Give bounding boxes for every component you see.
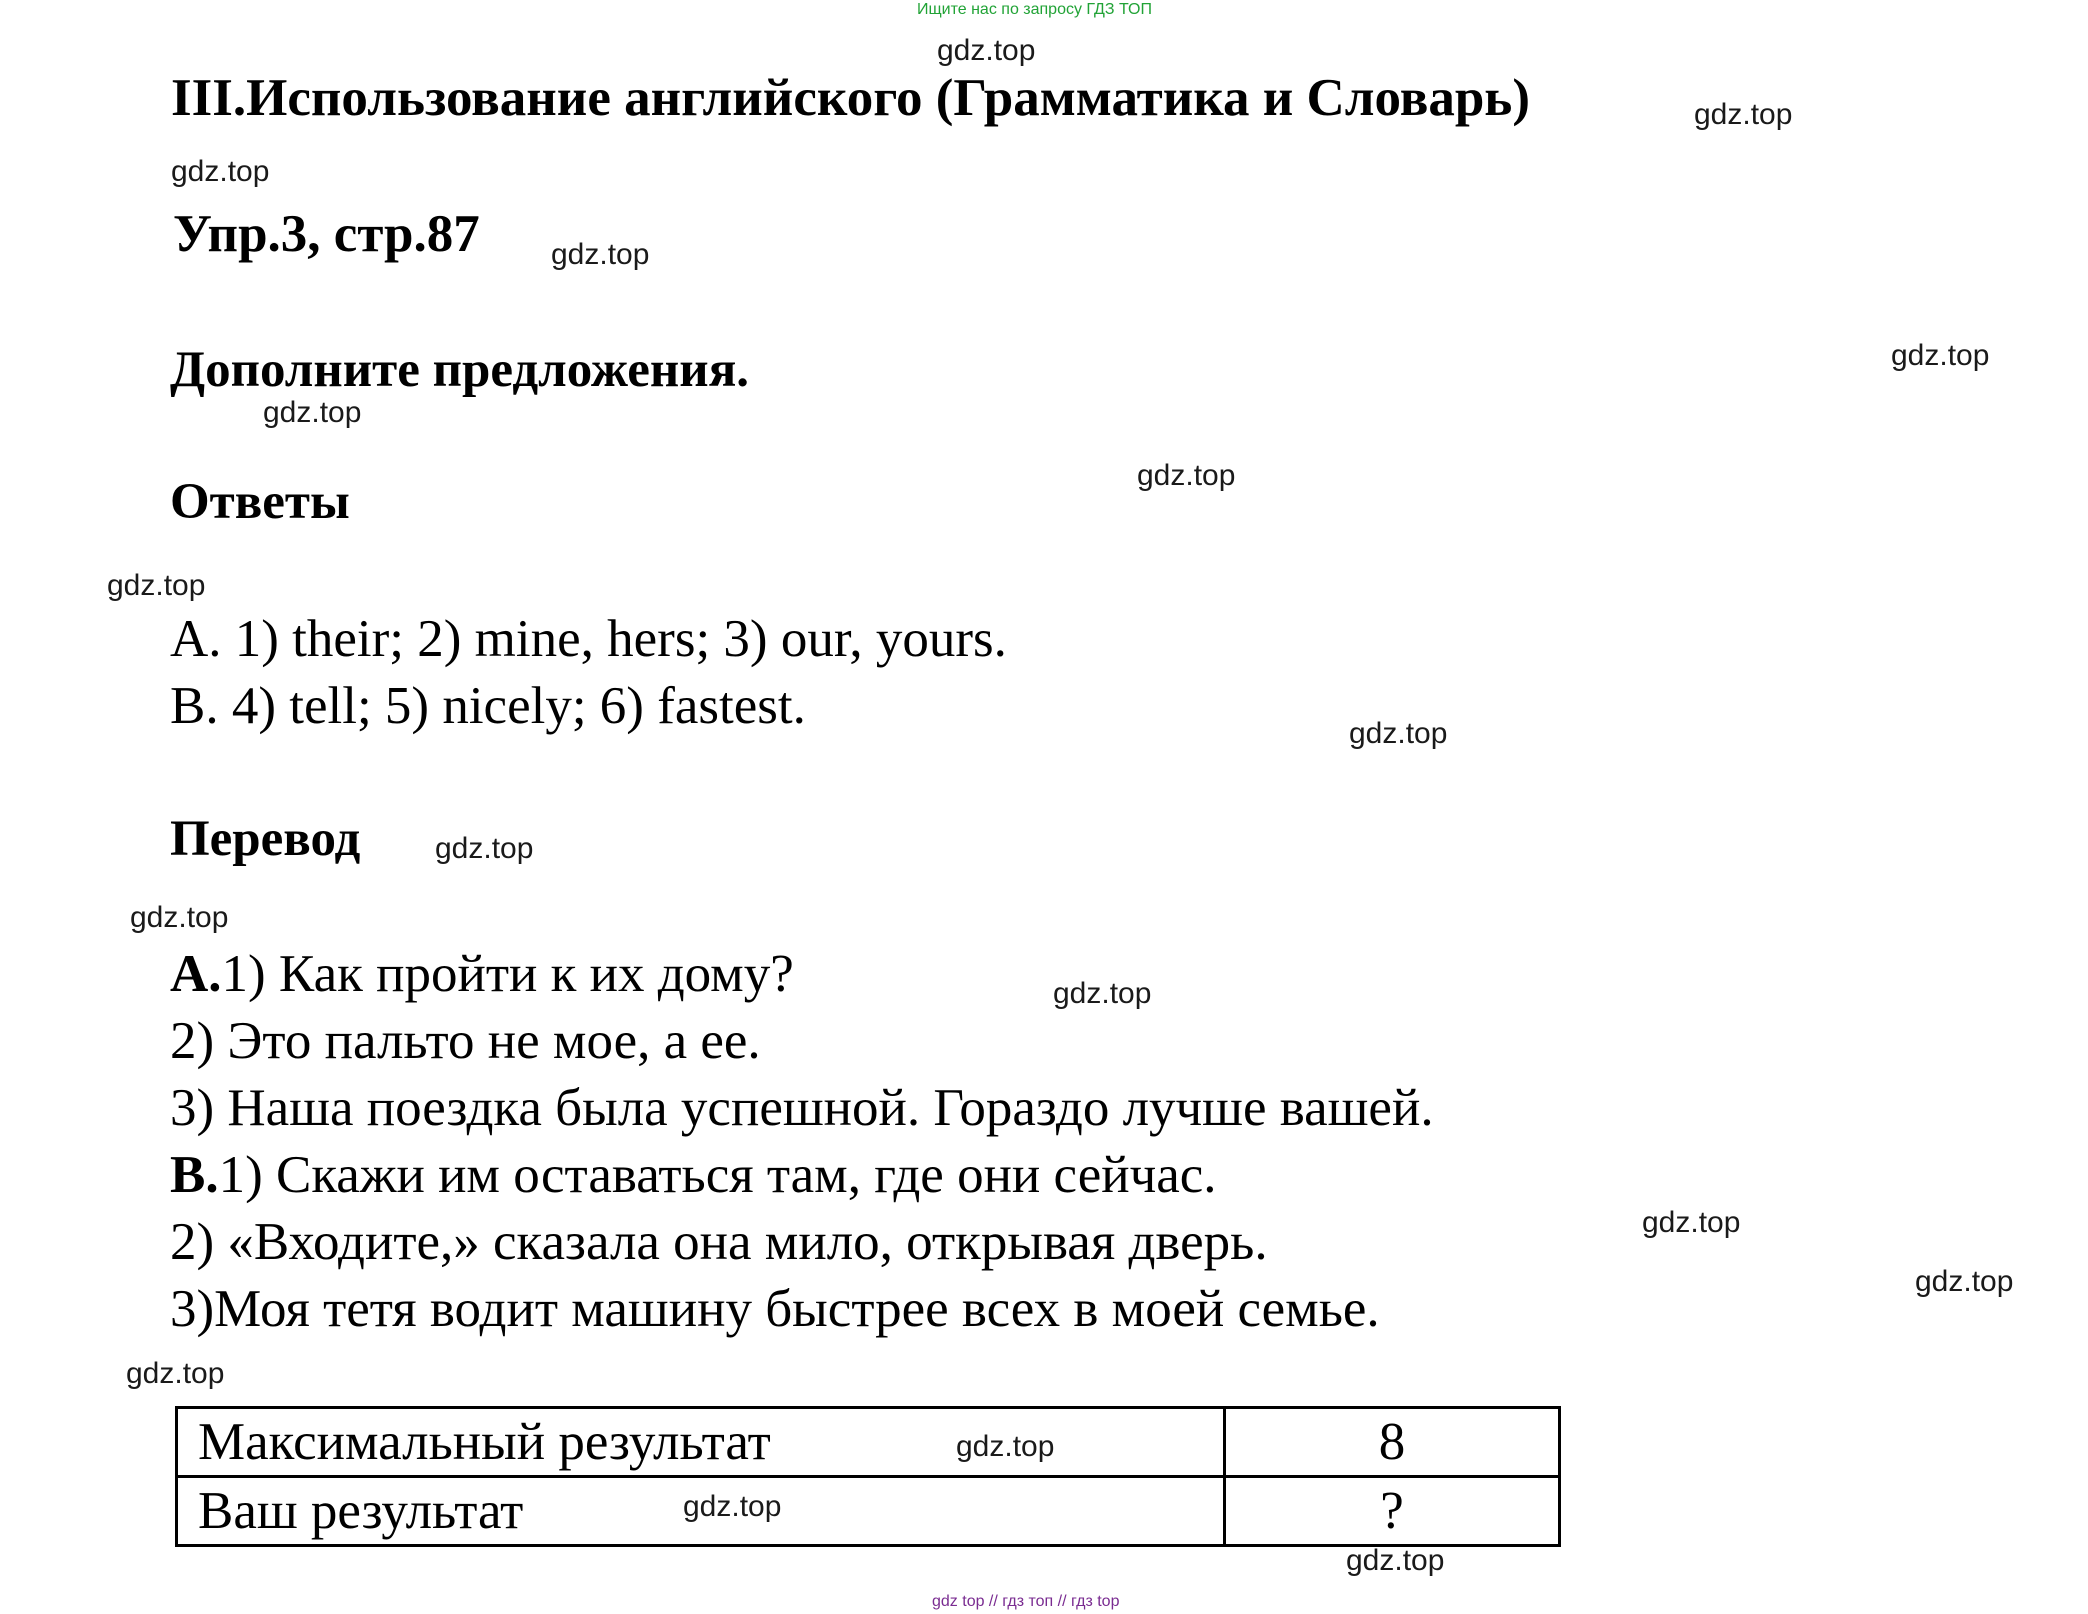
translation-b-label: В. xyxy=(170,1146,219,1204)
answer-line-a: A. 1) their; 2) mine, hers; 3) our, yours. xyxy=(170,610,1007,668)
max-score-value: 8 xyxy=(1225,1408,1560,1477)
table-row xyxy=(177,1408,1560,1477)
table-row xyxy=(177,1477,1560,1546)
top-notice: Ищите нас по запросу ГДЗ ТОП xyxy=(917,1,1152,18)
watermark: gdz.top xyxy=(126,1357,225,1390)
translation-a3: 3) Наша поездка была успешной. Гораздо лучше вашей. xyxy=(170,1079,1434,1137)
translation-b2: 2) «Входите,» сказала она мило, открывая дверь. xyxy=(170,1213,1268,1271)
watermark: gdz.top xyxy=(1694,98,1793,131)
translation-a-label: А. xyxy=(170,945,222,1003)
answers-heading: Ответы xyxy=(170,474,350,530)
watermark: gdz.top xyxy=(683,1490,782,1523)
watermark: gdz.top xyxy=(1349,717,1448,750)
watermark: gdz.top xyxy=(107,569,206,602)
footer: gdz top // гдз топ // гдз top xyxy=(932,1593,1120,1610)
watermark: gdz.top xyxy=(937,34,1036,67)
watermark: gdz.top xyxy=(551,238,650,271)
watermark: gdz.top xyxy=(263,396,362,429)
translation-a1: А.1) Как пройти к их дому? xyxy=(170,945,794,1003)
translation-a2: 2) Это пальто не мое, а ее. xyxy=(170,1012,761,1070)
your-score-label: Ваш результат xyxy=(177,1477,1225,1546)
watermark: gdz.top xyxy=(130,901,229,934)
watermark: gdz.top xyxy=(1053,977,1152,1010)
task-title: Дополните предложения. xyxy=(170,342,750,398)
watermark: gdz.top xyxy=(171,155,270,188)
max-score-label: Максимальный результат xyxy=(177,1408,1225,1477)
translation-heading: Перевод xyxy=(170,811,361,867)
watermark: gdz.top xyxy=(1891,339,1990,372)
watermark: gdz.top xyxy=(956,1430,1055,1463)
exercise-title: Упр.3, стр.87 xyxy=(173,205,480,263)
translation-b3: 3)Моя тетя водит машину быстрее всех в моей семье. xyxy=(170,1280,1380,1338)
your-score-value: ? xyxy=(1225,1477,1560,1546)
translation-b1: В.1) Скажи им оставаться там, где они сейчас. xyxy=(170,1146,1217,1204)
watermark: gdz.top xyxy=(1915,1265,2014,1298)
watermark: gdz.top xyxy=(1346,1544,1445,1577)
section-title: III.Использование английского (Грамматика и Словарь) xyxy=(171,69,1530,127)
watermark: gdz.top xyxy=(1137,459,1236,492)
score-table xyxy=(175,1406,1561,1547)
answer-line-b: B. 4) tell; 5) nicely; 6) fastest. xyxy=(170,677,806,735)
watermark: gdz.top xyxy=(435,832,534,865)
watermark: gdz.top xyxy=(1642,1206,1741,1239)
